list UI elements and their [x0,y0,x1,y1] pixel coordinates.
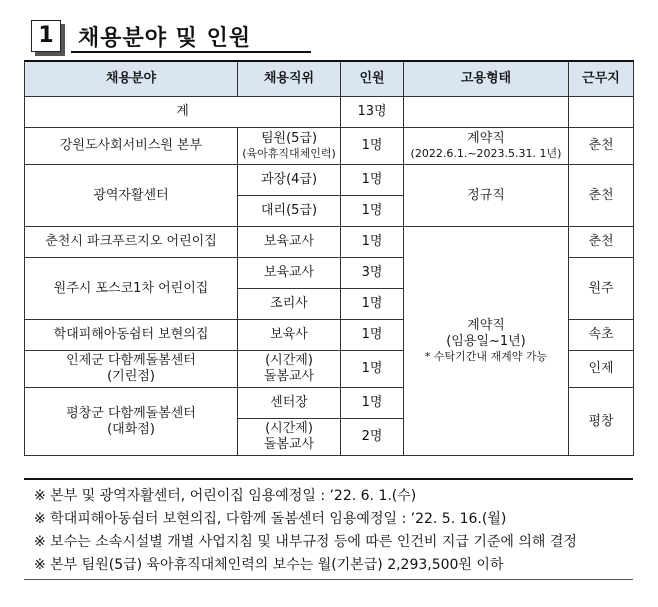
position-cell: 대리(5급) [238,196,341,227]
field-sublabel: (대화점) [107,421,155,437]
total-label: 계 [25,97,341,128]
total-row [25,97,634,128]
location-cell: 춘천 [569,227,634,258]
header-employment: 고용형태 [404,61,569,97]
employment-cell [404,128,569,165]
count-cell: 3명 [341,258,404,289]
position-cell: 보육사 [238,320,341,351]
field-cell: 춘천시 파크푸르지오 어린이집 [25,227,238,258]
position-cell [238,419,341,456]
count-cell: 1명 [341,351,404,388]
position-cell: 보육교사 [238,227,341,258]
table-row [25,227,634,258]
total-count: 13명 [341,97,404,128]
field-cell: 학대피해아동쉼터 보현의집 [25,320,238,351]
header-position: 채용직위 [238,61,341,97]
note-item: ※ 보수는 소속시설별 개별 사업지침 및 내부규정 등에 따른 인건비 지급 기준에 의해 결정 [34,534,577,550]
count-cell: 1명 [341,320,404,351]
field-sublabel: (기린점) [107,369,155,384]
section-heading [31,20,311,54]
location-cell: 원주 [569,258,634,320]
position-cell: 보육교사 [238,258,341,289]
location-cell: 춘천 [569,128,634,165]
notes-section [24,478,633,577]
position-cell: 조리사 [238,289,341,320]
contract-term: (임용일~1년) [446,334,526,349]
position-label: (시간제) [265,421,313,436]
table-row [25,128,634,165]
note-item: ※ 본부 팀원(5급) 육아휴직대체인력의 보수는 월(기본급) 2,293,500원 이하 [34,557,504,573]
count-cell: 1명 [341,128,404,165]
contract-employment-cell [404,227,569,456]
header-count: 인원 [341,61,404,97]
position-cell [238,128,341,165]
count-cell: 1명 [341,196,404,227]
field-cell [25,388,238,456]
section-title-underline [71,51,311,53]
header-field: 채용분야 [25,61,238,97]
position-sublabel: (육아휴직대체인력) [242,147,336,160]
section-number-box: 1 [31,20,61,52]
field-label: 평창군 다함께돌봄센터 [66,405,196,421]
location-cell: 평창 [569,388,634,456]
contract-renewal-note: * 수탁기간내 재계약 가능 [424,350,548,363]
count-cell: 1명 [341,227,404,258]
total-location-empty [569,97,634,128]
position-cell [238,351,341,388]
location-cell: 속초 [569,320,634,351]
note-item: ※ 학대피해아동쉼터 보현의집, 다함께 돌봄센터 임용예정일 : ’22. 5. 16.(월) [34,511,507,527]
count-cell: 1명 [341,165,404,196]
header-location: 근무지 [569,61,634,97]
field-cell: 광역자활센터 [25,165,238,227]
employment-cell: 정규직 [404,165,569,227]
recruitment-table [24,60,634,456]
employment-label: 계약직 [467,131,505,146]
field-cell [25,351,238,388]
count-cell: 1명 [341,289,404,320]
position-label: (시간제) [265,353,313,368]
table-header-row [25,61,634,97]
field-cell: 강원도사회서비스원 본부 [25,128,238,165]
field-label: 인제군 다함께돌봄센터 [66,353,196,368]
position-sublabel: 돌봄교사 [263,437,315,452]
location-cell: 춘천 [569,165,634,227]
field-cell: 원주시 포스코1차 어린이집 [25,258,238,320]
position-cell: 과장(4급) [238,165,341,196]
position-sublabel: 돌봄교사 [263,369,315,384]
note-item: ※ 본부 및 광역자활센터, 어린이집 임용예정일 : ’22. 6. 1.(수) [34,488,417,504]
section-title: 채용분야 및 인원 [78,26,252,51]
count-cell: 1명 [341,388,404,419]
notes-bottom-divider [24,579,633,580]
location-cell: 인제 [569,351,634,388]
contract-type: 계약직 [467,318,505,333]
table-row [25,165,634,196]
employment-period: (2022.6.1.~2023.5.31. 1년) [410,147,562,160]
position-label: 팀원(5급) [260,131,318,146]
total-employment-empty [404,97,569,128]
position-cell: 센터장 [238,388,341,419]
count-cell: 2명 [341,419,404,456]
